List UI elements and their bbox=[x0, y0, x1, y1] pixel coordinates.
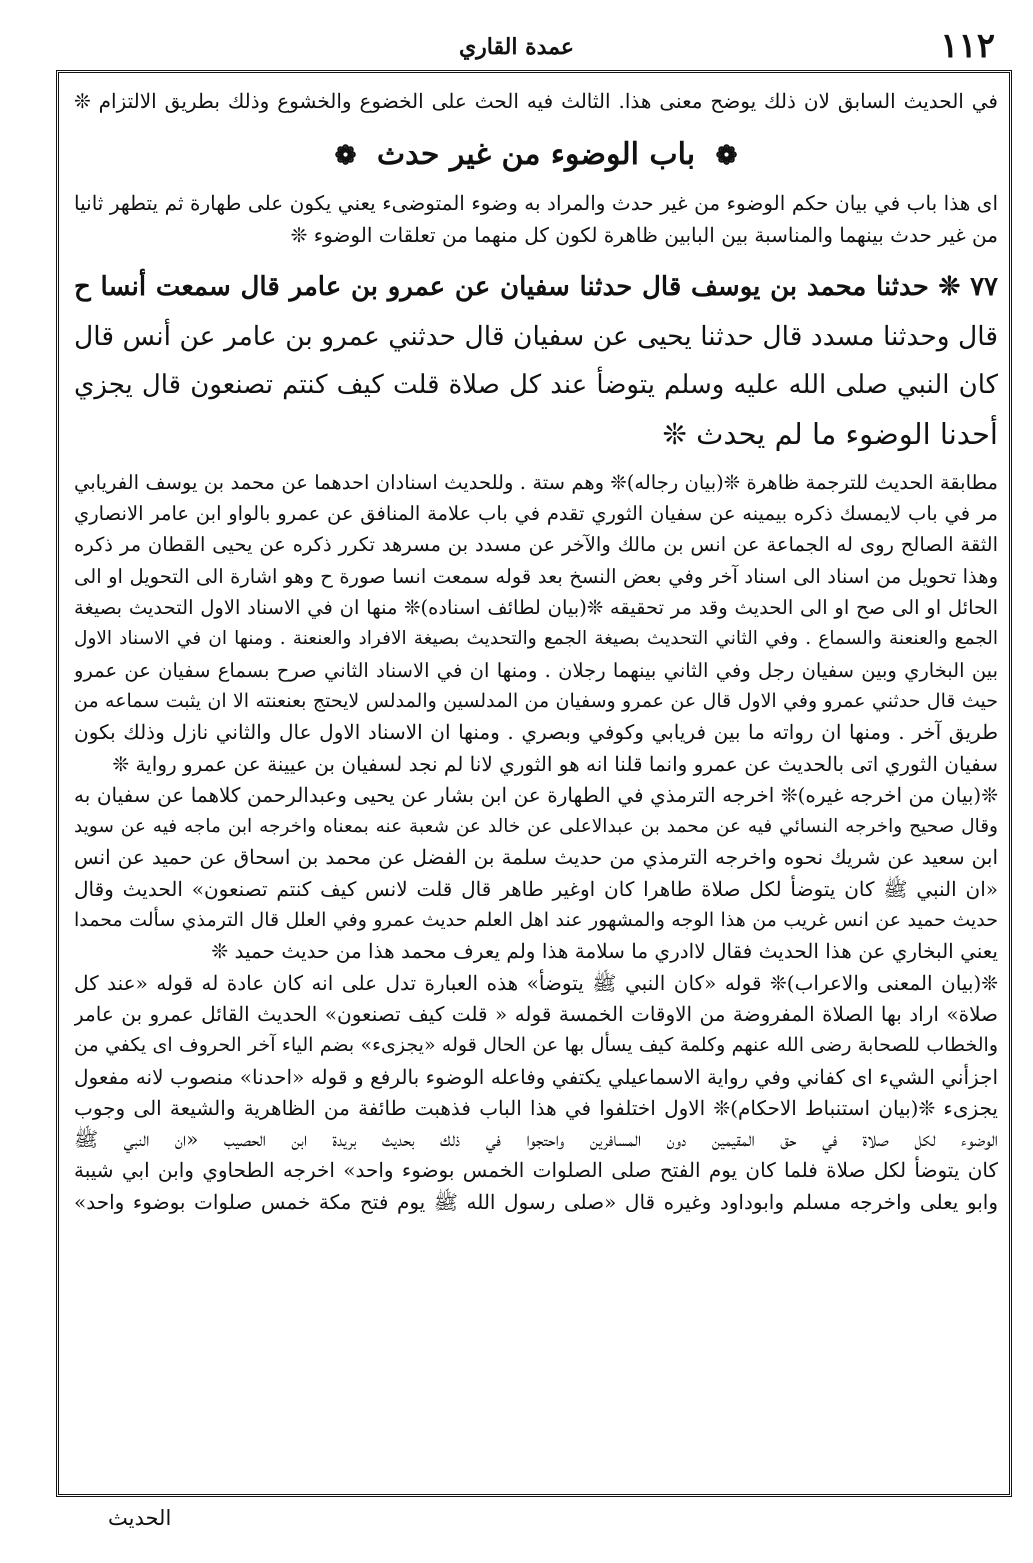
hadith-line: كان النبي صلى الله عليه وسلم يتوضأ عند كل صلاة قلت كيف كنتم تصنعون قال يجزي bbox=[74, 369, 998, 400]
ornament-right: ❁ bbox=[715, 141, 738, 172]
commentary-line: سفيان الثوري اتى بالحديث عن عمرو وانما قلنا انه هو الثوري لانا لم نجد لسفيان بن عيينة عن عمرو رواية ❊ bbox=[112, 751, 998, 776]
takhrij-line: يعني البخاري عن هذا الحديث فقال لاادري ما سلامة هذا ولم يعرف محمد هذا من حديث حميد ❊ bbox=[211, 939, 998, 964]
meaning-line: صلاة» اراد بها الصلاة المفروضة من الاوقات الخمسة قوله « قلت كيف تصنعون» الحديث القائل عمرو بن عامر bbox=[74, 1001, 998, 1026]
commentary-line: مر في باب لايمسك ذكره بيمينه عن سفيان الثوري تقدم في باب علامة المنافق عن عمرو بالواو ابن عامر الانصاري bbox=[74, 502, 998, 526]
explanation-line: من غير حدث بينهما والمناسبة بين البابين ظاهرة لكون كل منهما من تعلقات الوضوء ❊ bbox=[290, 222, 998, 247]
chapter-title-block bbox=[74, 137, 998, 172]
commentary-line: بين البخاري وبين سفيان رجل وفي الثاني بينهما رجلان . ومنها ان في الاسناد الثاني صرح بسماع سفيان عن عمرو bbox=[74, 658, 998, 682]
meaning-line: ❊(بيان المعنى والاعراب)❊ قوله «كان النبي ﷺ يتوضأ» هذه العبارة تدل على انه كان عادة له قوله «عند كل bbox=[74, 970, 998, 995]
commentary-line: طريق آخر . ومنها ان رواته ما بين فريابي وكوفي وبصري . ومنها ان الاسناد الاول عال والثاني نازل وذلك بكون bbox=[74, 720, 998, 745]
commentary-line: الجمع والعنعنة والسماع . وفي الثاني التحديث بصيغة الجمع والتحديث بصيغة الافراد والعنعنة . ومنها ان في الاسناد الاول bbox=[74, 628, 998, 650]
takhrij-line: ابن سعيد عن شريك نحوه واخرجه الترمذي من حديث سلمة بن الفضل عن محمد بن اسحاق عن حميد عن انس bbox=[74, 845, 998, 870]
meaning-line: كان يتوضأ لكل صلاة فلما كان يوم الفتح صلى الصلوات الخمس بوضوء واحد» اخرجه الطحاوي وابن ابي شيبة bbox=[74, 1158, 998, 1183]
hadith-line: أحدنا الوضوء ما لم يحدث ❊ bbox=[662, 416, 998, 451]
meaning-line: الوضوء لكل صلاة في حق المقيمين دون المسافرين واحتجوا في ذلك بحديث بريدة ابن الحصيب «ان النبي ﷺ bbox=[74, 1127, 998, 1152]
meaning-line: اجزأني الشيء اى كفاني وفي رواية الاسماعيلي يكتفي وفاعله الوضوء بالرفع و قوله «احدنا» منصوب لانه مفعول bbox=[74, 1064, 998, 1089]
running-title: عمدة القاري bbox=[458, 34, 575, 60]
page-body bbox=[74, 86, 998, 1218]
commentary-line: وهذا تحويل من اسناد الى اسناد آخر وفي بعض النسخ بعد قوله سمعت انسا صورة ح وهو اشارة الى التحويل او الى bbox=[74, 564, 998, 588]
hadith-line: ٧٧ ❊ حدثنا محمد بن يوسف قال حدثنا سفيان عن عمرو بن عامر قال سمعت أنسا ح bbox=[74, 271, 998, 302]
takhrij-line: وقال صحيح واخرجه النسائي فيه عن محمد بن عبدالاعلى عن خالد عن شعبة عنه بمعناه واخرجه ابن ماجه فيه عن سويد bbox=[74, 816, 998, 838]
commentary-line: الثقة الصالح روى له الجماعة عن انس بن مالك والآخر عن مسدد بن مسرهد تكرر ذكره عن يحيى القطان مر ذكره bbox=[74, 533, 998, 557]
commentary-line: مطابقة الحديث للترجمة ظاهرة ❊(بيان رجاله)❊ وهم ستة . وللحديث اسنادان احدهما عن محمد بن يوسف الفريابي bbox=[74, 470, 998, 494]
intro-line: في الحديث السابق لان ذلك يوضح معنى هذا. الثالث فيه الحث على الخضوع والخشوع وذلك بطريق الالتزام ❊ bbox=[74, 89, 998, 113]
hadith-line: قال وحدثنا مسدد قال حدثنا يحيى عن سفيان قال حدثني عمرو بن عامر عن أنس قال bbox=[74, 320, 998, 352]
commentary-line: الحائل او الى صح او الى الحديث وقد مر تحقيقه ❊(بيان لطائف اسناده)❊ منها ان في الاسناد الاول التحديث بصيغة bbox=[74, 596, 998, 620]
explanation-line: اى هذا باب في بيان حكم الوضوء من غير حدث والمراد به وضوء المتوضىء يعني يكون على طهارة ثم يتطهر ثانيا bbox=[74, 191, 998, 216]
commentary-line: حيث قال حدثني عمرو وفي الاول قال عن عمرو وسفيان من المدلسين والمدلس لايحتج بعنعنته الا ان يثبت سماعه من bbox=[74, 689, 998, 712]
catchword: الحديث bbox=[108, 1506, 172, 1530]
meaning-line: يجزىء ❊(بيان استنباط الاحكام)❊ الاول اختلفوا في هذا الباب فذهبت طائفة من الظاهرية والشيعة الى وجوب bbox=[74, 1095, 998, 1120]
meaning-line: وابو يعلى واخرجه مسلم وابوداود وغيره قال «صلى رسول الله ﷺ يوم فتح مكة خمس صلوات بوضوء واحد» bbox=[74, 1189, 998, 1214]
takhrij-line: «ان النبي ﷺ كان يتوضأ لكل صلاة طاهرا كان اوغير طاهر قال قلت لانس كيف كنتم تصنعون» الحديث وقال bbox=[74, 876, 998, 901]
ornament-left: ❁ bbox=[334, 141, 357, 172]
meaning-line: والخطاب للصحابة رضى الله عنهم وكلمة كيف يسأل بها عن الحال قوله «يجزىء» بضم الياء آخر الحروف اى يكفي من bbox=[74, 1034, 998, 1057]
takhrij-line: ❊(بيان من اخرجه غيره)❊ اخرجه الترمذي في الطهارة عن ابن بشار عن يحيى وعبدالرحمن كلاهما عن سفيان به bbox=[74, 782, 998, 807]
takhrij-line: حديث حميد عن انس غريب من هذا الوجه والمشهور عند اهل العلم حديث عمرو وفي العلل قال الترمذي سألت محمدا bbox=[74, 909, 998, 932]
chapter-title: باب الوضوء من غير حدث bbox=[376, 137, 696, 173]
page-number: ١١٢ bbox=[940, 26, 995, 66]
